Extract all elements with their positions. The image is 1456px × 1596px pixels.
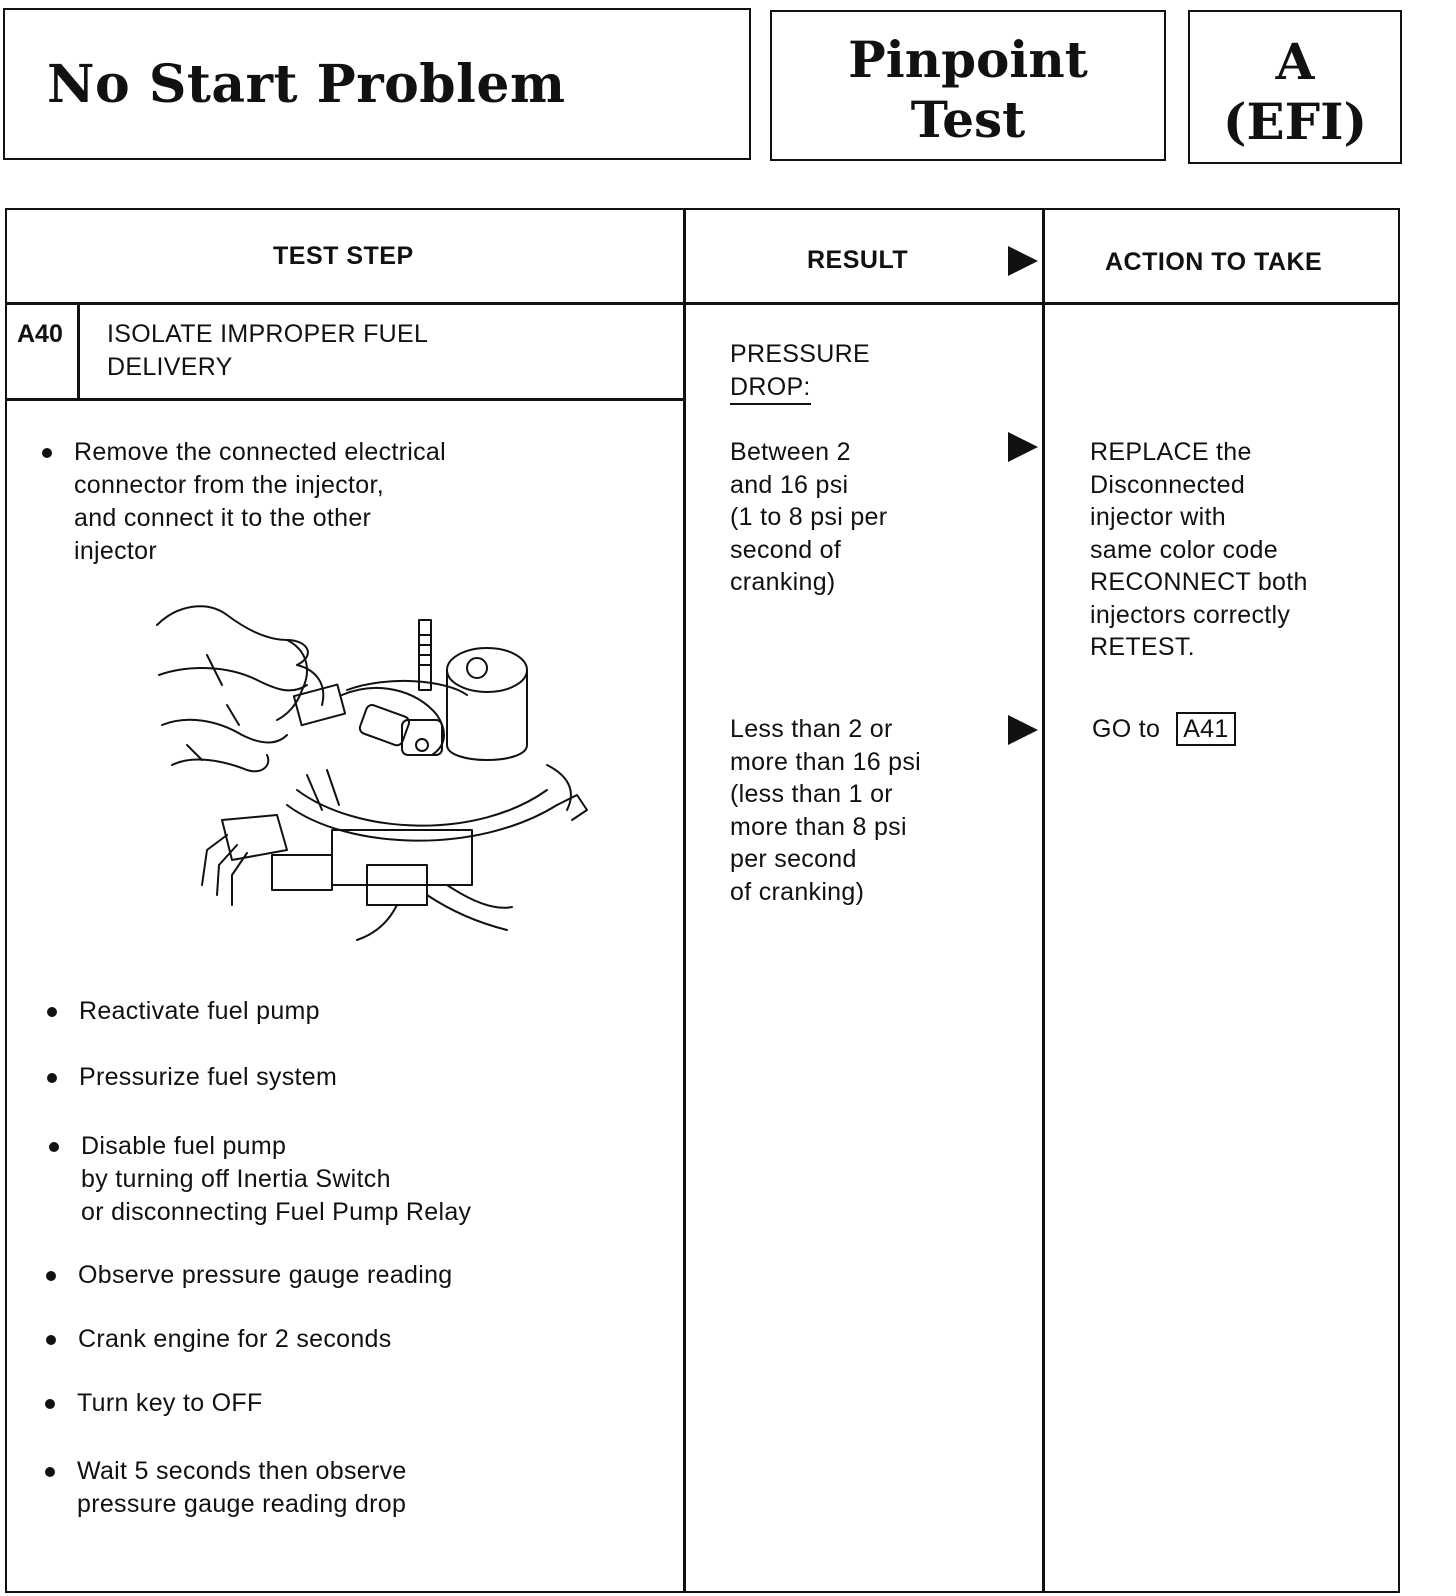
result-line: more than 16 psi — [730, 747, 922, 776]
pinpoint-line-2: Test — [910, 90, 1026, 149]
action-line: injector with — [1090, 503, 1226, 531]
test-code-line-2: (EFI) — [1222, 92, 1368, 151]
action-line: Disconnected — [1090, 470, 1246, 499]
result-line: (less than 1 or — [730, 780, 893, 808]
go-to-text: GO to — [1092, 715, 1161, 743]
bullet-disable-pump — [81, 1130, 471, 1229]
title-box — [3, 8, 751, 160]
pinpoint-table — [5, 208, 1400, 1593]
bullet-dot — [45, 1399, 55, 1409]
bullet-line: pressure gauge reading drop — [77, 1490, 407, 1518]
result-line: and 16 psi — [730, 470, 849, 499]
result-arrow-icon — [1008, 715, 1038, 745]
bullet-dot — [49, 1142, 59, 1152]
step-id: A40 — [17, 320, 63, 348]
step-title — [107, 318, 428, 383]
header-result: RESULT — [807, 246, 909, 274]
step-title-divider — [7, 398, 684, 401]
bullet-dot — [42, 448, 52, 458]
header-divider — [7, 302, 1399, 305]
page-title: No Start Problem — [47, 54, 566, 115]
bullet-line: Reactivate fuel pump — [79, 997, 320, 1025]
bullet-line: Remove the connected electrical — [74, 438, 446, 466]
bullet-turn-key-off — [77, 1387, 263, 1420]
fuel-injector-illustration — [147, 595, 607, 945]
column-divider-action — [1042, 210, 1045, 1591]
bullet-line: and connect it to the other — [74, 504, 372, 532]
result-line: Less than 2 or — [730, 715, 893, 743]
bullet-dot — [46, 1271, 56, 1281]
bullet-dot — [46, 1335, 56, 1345]
column-divider-result — [683, 210, 686, 1591]
action-replace-injector — [1090, 436, 1308, 664]
action-line: same color code — [1090, 535, 1278, 564]
action-line: injectors correctly — [1090, 600, 1291, 629]
result-line: cranking) — [730, 568, 836, 596]
step-title-line-1: ISOLATE IMPROPER FUEL — [107, 320, 429, 348]
hand-outline — [157, 606, 308, 665]
bullet-reactivate-pump — [79, 995, 320, 1028]
bullet-remove-connector — [74, 436, 446, 568]
action-line: RETEST. — [1090, 633, 1195, 661]
result-within-range — [730, 436, 887, 599]
result-heading — [730, 338, 870, 403]
pinpoint-test-label — [772, 30, 1164, 150]
result-line: second of — [730, 535, 842, 564]
result-heading-line-1: PRESSURE — [730, 340, 870, 368]
bullet-line: injector — [74, 537, 157, 565]
bullet-dot — [45, 1467, 55, 1477]
step-ref-a41[interactable]: A41 — [1176, 712, 1235, 746]
bullet-pressurize — [79, 1061, 337, 1094]
result-heading-line-2 — [730, 371, 870, 404]
bullet-line: connector from the injector, — [74, 471, 384, 499]
result-arrow-icon — [1008, 432, 1038, 462]
test-code-line-1: A — [1275, 32, 1315, 91]
result-out-of-range — [730, 713, 921, 908]
bullet-observe-gauge — [78, 1259, 453, 1292]
test-code-label — [1190, 32, 1400, 152]
pinpoint-test-box — [770, 10, 1166, 161]
result-heading-underlined: DROP: — [730, 373, 811, 405]
result-line: more than 8 psi — [730, 812, 907, 841]
bullet-line: Pressurize fuel system — [79, 1063, 338, 1091]
result-line: Between 2 — [730, 438, 851, 466]
bullet-line: Crank engine for 2 seconds — [78, 1325, 392, 1353]
test-code-box — [1188, 10, 1402, 164]
pinpoint-line-1: Pinpoint — [848, 30, 1088, 89]
bullet-line: by turning off Inertia Switch — [81, 1165, 391, 1193]
bullet-line: or disconnecting Fuel Pump Relay — [81, 1198, 472, 1226]
bullet-line: Disable fuel pump — [81, 1132, 287, 1160]
action-line: REPLACE the — [1090, 438, 1252, 466]
header-test-step: TEST STEP — [273, 242, 414, 270]
bullet-line: Turn key to OFF — [77, 1389, 263, 1417]
bullet-line: Observe pressure gauge reading — [78, 1261, 453, 1289]
bullet-dot — [47, 1007, 57, 1017]
bullet-crank-engine — [78, 1323, 392, 1356]
bullet-line: Wait 5 seconds then observe — [77, 1457, 407, 1485]
action-line: RECONNECT both — [1090, 568, 1308, 596]
step-id-divider — [77, 302, 80, 399]
result-line: per second — [730, 845, 857, 873]
action-go-to — [1092, 712, 1236, 746]
result-line: (1 to 8 psi per — [730, 503, 888, 531]
bullet-wait-observe — [77, 1455, 407, 1521]
header-action-to-take: ACTION TO TAKE — [1105, 248, 1323, 276]
header-arrow-icon — [1008, 246, 1038, 276]
step-title-line-2: DELIVERY — [107, 352, 233, 381]
bullet-dot — [47, 1073, 57, 1083]
result-line: of cranking) — [730, 877, 865, 906]
